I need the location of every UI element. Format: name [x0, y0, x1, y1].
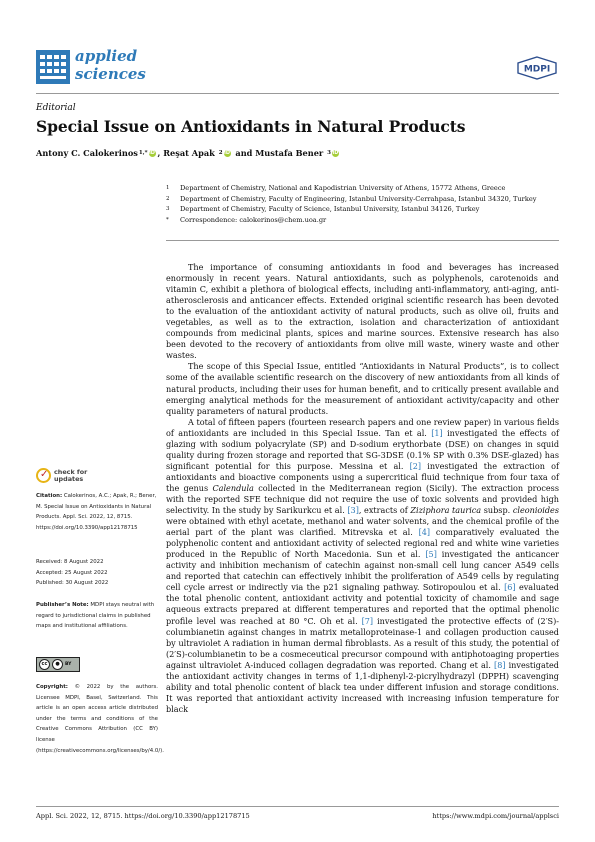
author-name[interactable]: and Mustafa Bener	[235, 148, 324, 158]
citation-text[interactable]: Calokerinos, A.C.; Apak, R.; Bener, M. Special Issue on Antioxidants in Natural Products. Appl. Sci. 2022, 12, 8715. https://doi.org/10.3390/app12178715	[36, 493, 157, 531]
body-text-span: investigated the anticancer activity and inhibition mechanism of catechin against non-small cell lung cancer A549 cells and reported that catechin can effectively inhibit the proliferation of A549 cells by regulating cell cycle arrest or indirectly via the p21 signaling pathway. Sotiropoulou et al.	[166, 549, 559, 593]
reference-link[interactable]: [4]	[418, 527, 431, 538]
genus-name: Calendula	[212, 482, 254, 493]
publisher-note-text: MDPI stays neutral with regard to jurisdictional claims in published maps and institutional affiliations.	[36, 602, 155, 630]
affiliation-number: *	[166, 216, 169, 223]
citation-label: Citation:	[36, 493, 63, 499]
publisher-note	[36, 600, 158, 632]
check-updates-line2: updates	[54, 474, 84, 483]
copyright-label: Copyright:	[36, 684, 68, 690]
article-body	[166, 262, 559, 715]
orcid-icon[interactable]: iD	[224, 149, 230, 156]
reference-link[interactable]: [7]	[361, 615, 374, 626]
body-text-span: investigated the effects of glazing with sodium polyacrylate (SP) and D-sodium erythorbate (DSE) on changes in squid quality during frozen storage and reported that SG-3DSE (0.1% SP with 0.3% DSE-glazed) has significant potential for this purpose. Messina et al.	[166, 427, 559, 471]
cc-icon: cc	[39, 659, 50, 670]
affiliation-item	[166, 183, 561, 194]
received-date: Received: 8 August 2022	[36, 559, 104, 565]
body-text-span: , extracts of	[358, 505, 411, 516]
affiliation-item	[166, 204, 561, 215]
correspondence-text[interactable]: Correspondence: calokerinos@chem.uoa.gr	[180, 215, 327, 224]
reference-link[interactable]: [3]	[347, 505, 359, 516]
attribution-icon: ●	[52, 659, 63, 670]
journal-name	[75, 47, 146, 83]
body-text-span: A total of fifteen papers (fourteen research papers and one review paper) in various fields of antioxidants are included in this Special Issue. Tan et al.	[166, 416, 559, 438]
check-for-updates-button[interactable]	[36, 468, 87, 483]
affiliation-number: 1	[166, 185, 170, 191]
reference-link[interactable]: [8]	[494, 659, 506, 670]
body-text-span: comparatively evaluated the polyphenolic content and antioxidant activity of selected regional red and white wine varieties produced in the Republic of North Macedonia. Sun et al.	[166, 527, 559, 560]
citation-block	[36, 491, 158, 533]
author-affiliation-sup: 1,*	[138, 150, 148, 156]
affiliations	[166, 183, 561, 225]
body-text-span: investigated the antioxidant activity changes in terms of 1,1-diphenyl-2-picrylhydrazyl (DPPH) scavenging ability and total phenolic content of black tea under different infusion and storage conditions. It was reported that antioxidant activity increased with increasing infusion temperature for black	[166, 659, 559, 714]
journal-name-line2: sciences	[75, 65, 146, 83]
reference-link[interactable]: [6]	[504, 582, 516, 593]
publisher-name: MDPI	[523, 64, 551, 75]
subspecies-name: cleonioides	[512, 505, 559, 516]
affiliation-text: Department of Chemistry, National and Kapodistrian University of Athens, 15772 Athens, Greece	[180, 184, 506, 192]
affiliation-divider	[166, 240, 559, 241]
article-title: Special Issue on Antioxidants in Natural Products	[36, 117, 466, 136]
body-text-span: evaluated the total phenolic content, antioxidant activity and potential toxicity of chamomile and sage aqueous extracts prepared at different temperatures and reported that the optimal phenolic profile level was reached at 80 °C. Oh et al.	[166, 582, 559, 626]
body-text-span: were obtained with ethyl acetate, methanol and water solvents, and the chemical profile of the aerial part of the plant was clarified. Mitrevska et al.	[166, 516, 559, 538]
correspondence	[166, 215, 561, 226]
author-name[interactable]: Antony C. Calokerinos	[36, 148, 138, 158]
journal-logo-icon	[36, 50, 70, 84]
body-text-span: collected in the Mediterranean region (Sicily). The extraction process with the reported SFE technique did not require the use of toxic solvents and provided high selectivity. In the study by Sarikurkcu et al.	[166, 482, 559, 516]
check-updates-icon: ✓	[36, 468, 51, 483]
body-text-span: subsp.	[481, 505, 513, 516]
check-updates-label	[54, 469, 87, 483]
publisher-note-label: Publisher’s Note:	[36, 602, 89, 608]
body-text-span: investigated the extraction of antioxidants and bioactive components using a supercritical fluid technique from four taxa of the genus	[166, 460, 559, 493]
affiliation-number: 3	[166, 206, 170, 212]
affiliation-item	[166, 194, 561, 205]
journal-name-line1: applied	[75, 47, 138, 65]
body-text-span: investigated the protective effects of (2′S)-columbianetin against changes in matrix metalloproteinase-1 and collagen production caused by ultraviolet A radiation in human dermal fibroblasts. As a result of this study, the potential of (2′S)-columbianetin to be a cosmeceutical precursor compound with antiphotoaging properties against ultraviolet A-induced collagen degradation was reported. Chang et al.	[166, 615, 559, 670]
author-affiliation-sup: 2	[218, 150, 223, 156]
footer-journal-url[interactable]: https://www.mdpi.com/journal/applsci	[432, 812, 559, 820]
copyright-text: © 2022 by the authors. Licensee MDPI, Basel, Switzerland. This article is an open access article distributed under the terms and conditions of the Creative Commons Attribution (CC BY) license (https://creativecommons.org/licenses/by/4.0/).	[36, 684, 164, 754]
orcid-icon[interactable]: iD	[332, 149, 339, 156]
published-date: Published: 30 August 2022	[36, 580, 109, 587]
body-paragraph: The importance of consuming antioxidants in food and beverages has increased enormously in recent years. Natural antioxidants, such as polyphenols, carotenoids and vitamin C, exhibit a plethora of biological effects, including anti-inflammatory, anti-aging, anti-atherosclerosis and anticancer effects. Extended original scientific research has been devoted to the evaluation of the antioxidant activity of natural products, such as olive oil, fruits and vegetables, as well as to the extraction, isolation and characterization of antioxidant compounds from medicinal plants, spices and marine sources. Extensive research has also been devoted to the recovery of antioxidants from olive mill waste, winery waste and other wastes.	[166, 262, 559, 361]
affiliation-text: Department of Chemistry, Faculty of Engineering, Istanbul University-Cerrahpasa, Istanbul 34320, Turkey	[180, 194, 537, 203]
body-paragraph	[166, 417, 559, 715]
orcid-icon[interactable]: iD	[149, 149, 155, 156]
author-affiliation-sup: 3	[327, 150, 331, 156]
reference-link[interactable]: [5]	[425, 549, 437, 560]
header-divider	[36, 93, 559, 94]
cc-license-label: BY	[65, 662, 72, 667]
copyright-block	[36, 682, 164, 756]
affiliation-number: 2	[166, 195, 170, 202]
publication-dates	[36, 557, 158, 589]
footer-citation[interactable]: Appl. Sci. 2022, 12, 8715. https://doi.org/10.3390/app12178715	[36, 812, 250, 820]
author-name[interactable]: , Reşat Apak	[157, 148, 215, 158]
article-type: Editorial	[36, 103, 76, 113]
reference-link[interactable]: [2]	[409, 460, 422, 471]
affiliation-text: Department of Chemistry, Faculty of Science, Istanbul University, Istanbul 34126, Turkey	[180, 205, 480, 213]
publisher-logo-icon	[516, 56, 558, 80]
reference-link[interactable]: [1]	[431, 427, 443, 438]
body-paragraph: The scope of this Special Issue, entitled “Antioxidants in Natural Products”, is to collect some of the available scientific research on the discovery of new antioxidants from all kinds of natural products, including their uses for human benefit, and to critically present available and emerging analytical methods for the measurement of antioxidant activity/capacity and other quality parameters of natural products.	[166, 361, 559, 416]
author-list	[36, 148, 341, 158]
cc-license-icon[interactable]	[36, 657, 80, 672]
accepted-date: Accepted: 25 August 2022	[36, 569, 108, 576]
footer-divider	[36, 806, 559, 807]
check-updates-line1: check for	[54, 467, 88, 476]
species-name: Ziziphora taurica	[410, 505, 482, 516]
